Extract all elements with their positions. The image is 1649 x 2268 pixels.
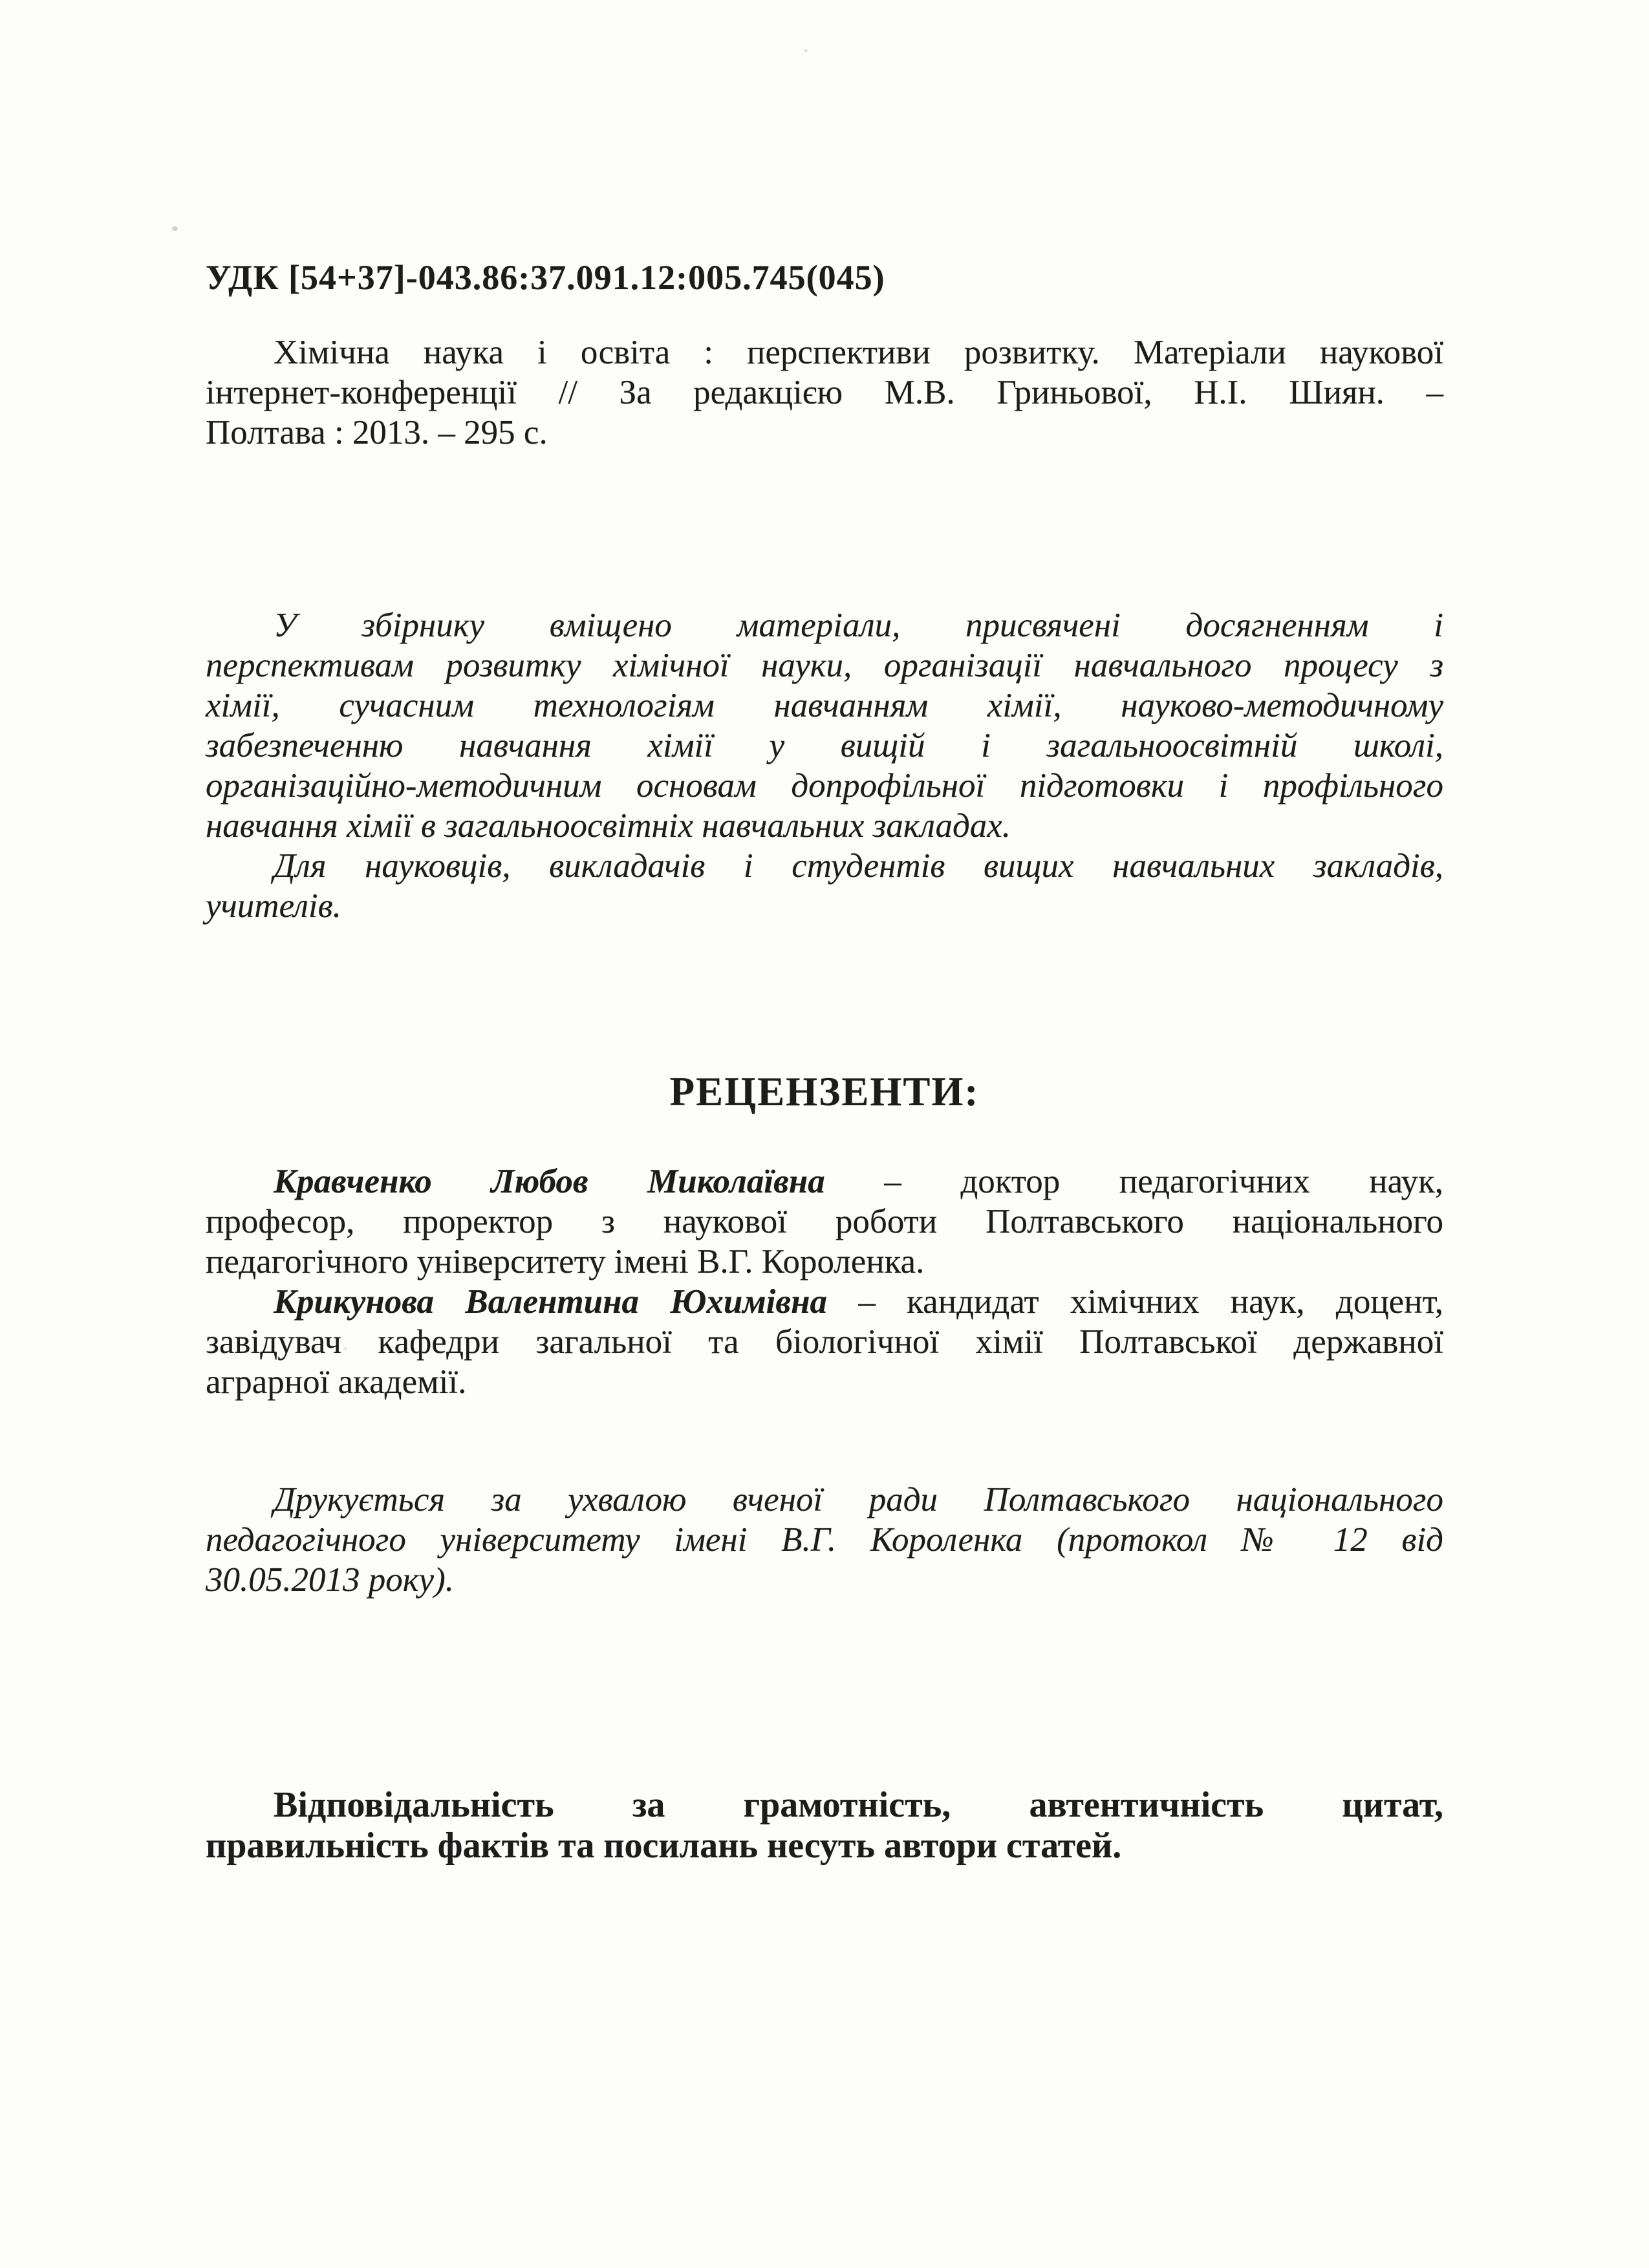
approval-note-line-2: педагогічного університету імені В.Г. Короленка (протокол № 12 від [206,1521,1443,1559]
annotation-paragraph-2-line-1: Для науковців, викладачів і студентів вищих навчальних закладів, [274,847,1443,885]
responsibility-note-line-1: Відповідальність за грамотність, автентичність цитат, [274,1785,1443,1825]
reviewers-heading: РЕЦЕНЗЕНТИ: [669,1069,980,1114]
bibliographic-description-line-1: Хімічна наука і освіта : перспективи розвитку. Матеріали наукової [274,334,1443,371]
annotation-paragraph-1-line-4: забезпеченню навчання хімії у вищій і загальноосвітній школі, [206,727,1443,764]
bibliographic-description-line-3: Полтава : 2013. – 295 с. [206,414,548,451]
annotation [206,605,1443,926]
annotation-paragraph-1 [206,605,1443,846]
annotation-paragraph-1-line-2: перспективам розвитку хімічної науки, організації навчального процесу з [206,647,1443,684]
reviewer-1-line-3: педагогічного університету імені В.Г. Короленка. [206,1243,925,1280]
reviewer-1-name: Кравченко Любов Миколаївна [274,1163,825,1200]
approval-note [206,1480,1443,1600]
reviewer-1 [206,1161,1443,1282]
annotation-paragraph-1-line-6: навчання хімії в загальноосвітніх навчальних закладах. [206,807,1011,845]
reviewers-section [206,1161,1443,1402]
reviewer-2-line-2: завідувач кафедри загальної та біологічної хімії Полтавської державної [206,1323,1443,1361]
responsibility-note [206,1785,1443,1866]
responsibility-note-line-2: правильність фактів та посилань несуть автори статей. [206,1826,1122,1866]
annotation-paragraph-1-line-3: хімії, сучасним технологіям навчанням хімії, науково-методичному [206,687,1443,724]
reviewer-2 [206,1282,1443,1402]
reviewer-2-degree: – кандидат хімічних наук, доцент, [827,1283,1443,1321]
annotation-paragraph-2 [206,846,1443,926]
bibliographic-description-line-2: інтернет-конференції // За редакцією М.В. Гриньової, Н.І. Шиян. – [206,374,1443,411]
annotation-paragraph-1-line-1: У збірнику вміщено матеріали, присвячені досягненням і [274,607,1443,644]
reviewer-1-degree: – доктор педагогічних наук, [824,1163,1444,1200]
reviewer-1-line-2: професор, проректор з наукової роботи Полтавського національного [206,1203,1443,1240]
reviewer-2-line-1 [206,1282,1443,1322]
reviewer-2-line-3: аграрної академії. [206,1363,467,1401]
approval-note-line-1: Друкується за ухвалою вченої ради Полтавського національного [274,1481,1443,1518]
annotation-paragraph-2-line-2: учителів. [206,887,341,925]
udc-code: УДК [54+37]-043.86:37.091.12:005.745(045) [206,258,885,297]
approval-note-line-3: 30.05.2013 року). [206,1561,454,1599]
scan-artifact [804,49,808,52]
annotation-paragraph-1-line-5: організаційно-методичним основам допрофільної підготовки і профільного [206,767,1443,805]
reviewer-1-line-1 [206,1161,1443,1202]
bibliographic-description [206,332,1443,453]
scan-artifact [172,226,178,231]
reviewer-2-name: Крикунова Валентина Юхимівна [274,1283,827,1321]
